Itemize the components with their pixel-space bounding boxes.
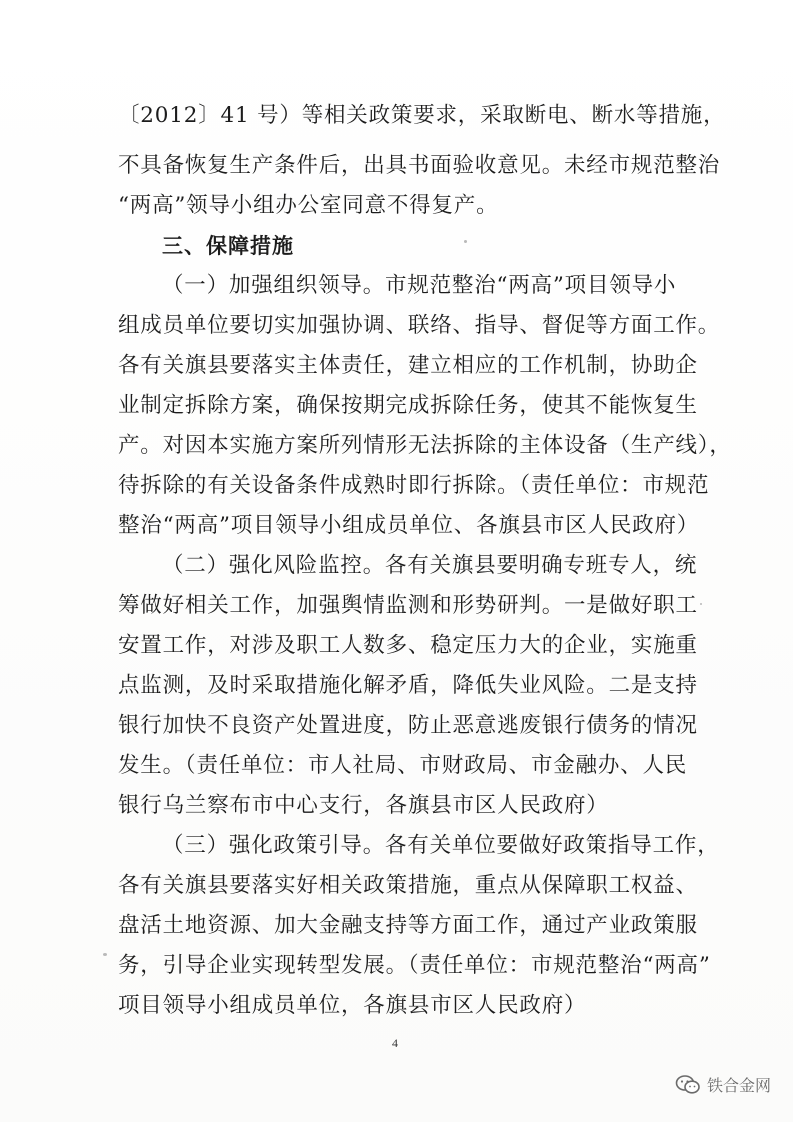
body-line: 整治“两高”项目领导小组成员单位、各旗县市区人民政府） xyxy=(118,513,700,538)
body-line: 产。对因本实施方案所列情形无法拆除的主体设备（生产线）， xyxy=(118,433,732,458)
body-line: 业制定拆除方案，确保按期完成拆除任务，使其不能恢复生 xyxy=(118,393,698,418)
body-line: 〔2012〕41 号）等相关政策要求，采取断电、断水等措施， xyxy=(118,103,726,128)
scan-speck xyxy=(700,603,702,605)
body-line: 各有关旗县要落实好相关政策措施，重点从保障职工权益、 xyxy=(118,873,698,898)
body-line: 不具备恢复生产条件后，出具书面验收意见。未经市规范整治 xyxy=(118,153,721,178)
body-line: 筹做好相关工作，加强舆情监测和形势研判。一是做好职工 xyxy=(118,593,698,618)
body-line: 项目领导小组成员单位，各旗县市区人民政府） xyxy=(118,993,587,1018)
body-line: 银行乌兰察布市中心支行，各旗县市区人民政府） xyxy=(118,793,609,818)
body-line: （一）加强组织领导。市规范整治“两高”项目领导小 xyxy=(162,273,677,298)
section-heading: 三、保障措施 xyxy=(162,234,294,258)
body-line: 组成员单位要切实加强协调、联络、指导、督促等方面工作。 xyxy=(118,313,721,338)
body-line: 点监测，及时采取措施化解矛盾，降低失业风险。二是支持 xyxy=(118,673,698,698)
scan-speck xyxy=(464,240,467,243)
body-line: 各有关旗县要落实主体责任，建立相应的工作机制，协助企 xyxy=(118,353,698,378)
body-line: “两高”领导小组办公室同意不得复产。 xyxy=(118,193,499,218)
watermark-text: 铁合金网 xyxy=(706,1076,771,1095)
body-line: （三）强化政策引导。各有关单位要做好政策指导工作， xyxy=(162,833,720,858)
body-line: （二）强化风险监控。各有关旗县要明确专班专人，统 xyxy=(162,553,698,578)
body-line: 盘活土地资源、加大金融支持等方面工作，通过产业政策服 xyxy=(118,913,698,938)
page-number: 4 xyxy=(392,1036,398,1050)
body-line: 务，引导企业实现转型发展。（责任单位：市规范整治“两高” xyxy=(118,953,711,978)
scan-speck xyxy=(103,953,107,956)
watermark xyxy=(675,1073,771,1096)
wechat-icon xyxy=(675,1074,701,1096)
body-line: 安置工作，对涉及职工人数多、稳定压力大的企业，实施重 xyxy=(118,633,698,658)
body-line: 发生。（责任单位：市人社局、市财政局、市金融办、人民 xyxy=(118,753,688,778)
body-line: 银行加快不良资产处置进度，防止恶意逃废银行债务的情况 xyxy=(118,713,698,738)
body-line: 待拆除的有关设备条件成熟时即行拆除。（责任单位：市规范 xyxy=(118,473,710,498)
